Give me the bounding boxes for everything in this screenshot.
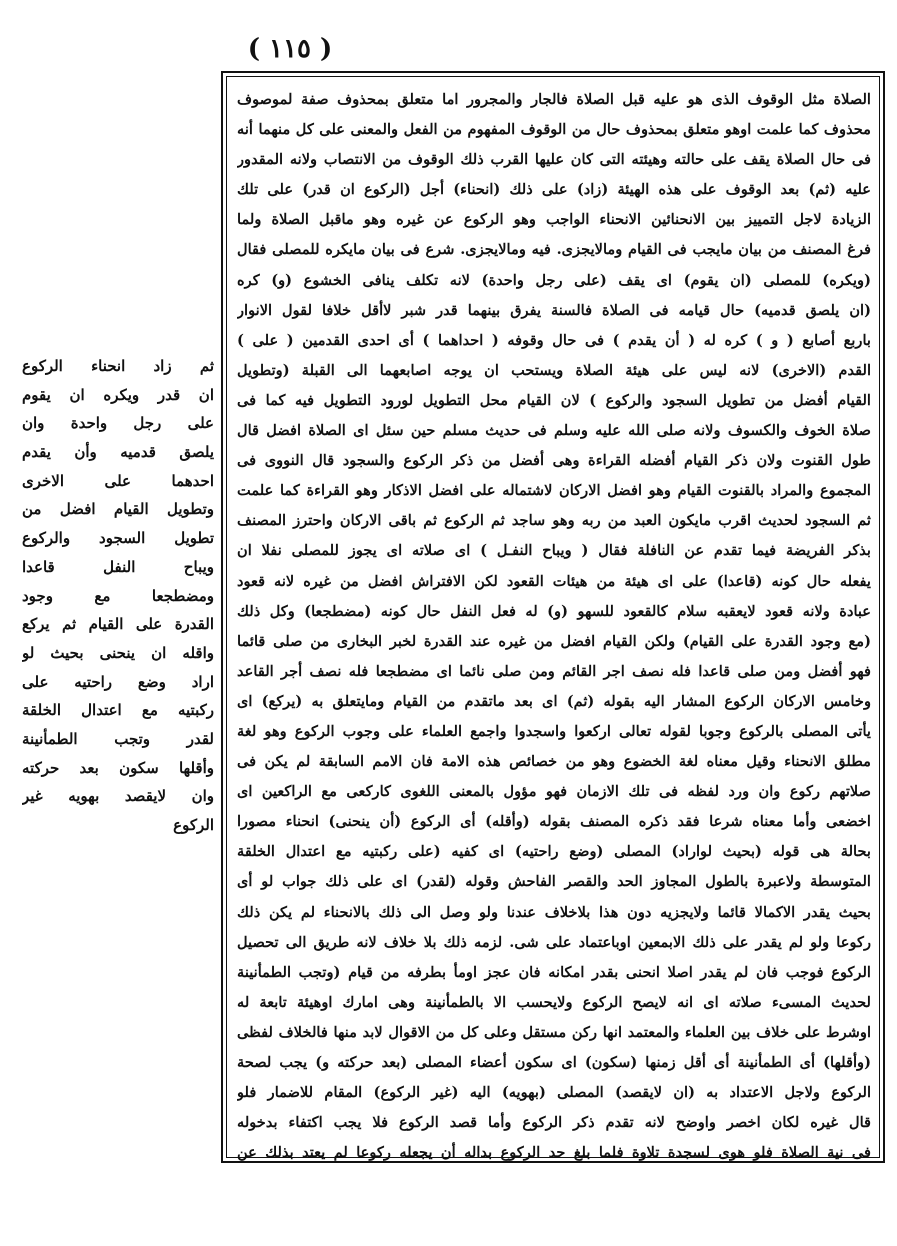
margin-note-line: احدهما على الاخرى bbox=[22, 471, 214, 490]
margin-note-line: وتطويل القيام افضل من bbox=[22, 500, 214, 519]
text-line: عبادة ولانه قعود لايعقبه سلام كالقعود للسهو (و) له فعل النفل حال كونه (مضطجعا) وكل ذلك bbox=[237, 602, 871, 620]
text-line: القدم (الاخرى) لانه ليس على هيئة الصلاة ويستحب ان يوجه اصابعهما الى القبلة (وتطويل bbox=[237, 361, 871, 379]
margin-note-line: ويباح النفل قاعدا bbox=[22, 557, 214, 576]
text-line: (وأقلها) أى الطمأنينة أى أقل زمنها (سكون) اى سكون أعضاء المصلى (بعد حركته و) يجب لصحة bbox=[237, 1054, 871, 1071]
margin-note-line: وان لايقصد بهويه غير bbox=[22, 787, 214, 806]
margin-note-line: ثم زاد انحناء الركوع bbox=[22, 357, 214, 375]
margin-note-line: ومضطجعا مع وجود bbox=[22, 586, 214, 605]
margin-note-line: واقله ان ينحنى بحيث لو bbox=[22, 643, 214, 662]
text-line: بحيث يقدر الاكمالا قائما ولايجزيه دون هذا بلاخلاف عندنا ولو وصل الى ذلك بالانحناء لم يكن ذلك bbox=[237, 903, 871, 921]
text-line: محذوف كما علمت اوهو متعلق بمحذوف حال من الوقوف المفهوم من الفعل والمعنى على كل منهما أنه bbox=[237, 121, 871, 139]
margin-note-line: ان قدر ويكره ان يقوم bbox=[22, 385, 214, 404]
text-line: بحالة هى قوله (بحيث لواراد) المصلى (وضع راحتيه) اى كفيه (على ركبتيه مع اعتدال الخلقة bbox=[237, 843, 871, 861]
text-line: لحديث المسىء صلاته اى انه لايصح الركوع ولايحسب الا بالطمأنينة وهى امارك اوهيئة تابعة له bbox=[237, 993, 871, 1011]
text-line: فرغ المصنف من بيان مايجب فى القيام ومالايجزى. فيه ومالايجزى. شرع فى بيان مايكره للمصلى فقال bbox=[237, 241, 871, 259]
text-line: يفعله حال كونه (قاعدا) على اى هيئة من هيئات القعود لكن الافتراش افضل من غيره لانه قعود bbox=[237, 572, 871, 590]
text-line: (ان يلصق قدميه) حال قيامه فى الصلاة فالسنة يفرق بينهما قدر شبر لاأقل خلافا لقول الانوار bbox=[237, 301, 871, 319]
text-line: فى نية الصلاة فلو هوى لسجدة تلاوة فلما بلغ حد الركوع بداله أن يجعله ركوعا لم يعتد بذلك عن bbox=[237, 1144, 871, 1162]
text-line: ثم السجود لحديث اقرب مايكون العبد من ربه وهو ساجد ثم الركوع ثم باقى الاركان واحترز المصنف bbox=[237, 512, 871, 530]
margin-note bbox=[22, 352, 214, 840]
margin-note-line: القدرة على القيام ثم يركع bbox=[22, 615, 214, 634]
margin-note-line: اراد وضع راحتيه على bbox=[22, 672, 214, 691]
text-line: صلاتهم ركوع وان ورد لفظه فى تلك الازمان فهو مؤول بالمعنى اللغوى كاركعى مع الراكعين اى bbox=[237, 783, 871, 801]
text-line: اخضعى وأما معناه شرعا فقد ذكره المصنف بقوله (وأقله) أى الركوع (أن ينحنى) انحناء مصورا bbox=[237, 813, 871, 831]
page-number: ( ١١٥ ) bbox=[247, 34, 333, 64]
text-line: مطلق الانحناء وقيل معناه لغة الخضوع وهو من خصائص هذه الامة فان الامم السابقة لم يكن فى bbox=[237, 753, 871, 771]
main-text-frame bbox=[221, 71, 885, 1163]
text-line: يأتى المصلى بالركوع وجوبا لقوله تعالى اركعوا واسجدوا واجمع العلماء على وجوب الركوع وهو لغة bbox=[237, 722, 871, 740]
text-line: اوشرط على خلاف بين العلماء والمعتمد انها ركن مستقل وعلى كل من الاقوال لابد منها فالخلاف لفظى bbox=[237, 1023, 871, 1041]
margin-note-line: لقدر وتجب الطمأنينة bbox=[22, 729, 214, 748]
text-line: فهو أفضل ومن صلى قاعدا فله نصف اجر القائم ومن صلى نائما اى مضطجعا فله نصف أجر القاعد bbox=[237, 662, 871, 680]
text-line: القيام أفضل من تطويل السجود والركوع ) لان القيام محل التطويل لورود التطويل فيه كما فى bbox=[237, 391, 871, 409]
text-line: وخامس الاركان الركوع المشار اليه بقوله (ثم) اى بعد ماتقدم من القيام ومايتعلق به (يركع) اى bbox=[237, 692, 871, 710]
text-line: عليه (ثم) بعد الوقوف على هذه الهيئة (زاد) على ذلك (انحناء) أجل (الركوع ان قدر) على تلك bbox=[237, 181, 871, 199]
text-line: (ويكره) للمصلى (ان يقوم) اى يقف (على رجل واحدة) لانه تكلف ينافى الخشوع (و) كره bbox=[237, 271, 871, 289]
text-line: الركوع ولاجل الاعتداد به (ان لايقصد) المصلى (بهويه) اليه (غير الركوع) المقام للاضمار فلو bbox=[237, 1084, 871, 1102]
text-line: فى حال الصلاة يقف على حالته وهيئته التى كان عليها القرب ذلك الوقوف من الانتصاب ولانه المقدور bbox=[237, 151, 871, 169]
main-text bbox=[237, 85, 871, 1168]
text-line: الركوع فوجب فان لم يقدر اصلا انحنى بقدر امكانه فان عجز اومأ بطرفه من قيام (وتجب الطمأنينة bbox=[237, 963, 871, 981]
text-line: طول القنوت ولان ذكر القيام أفضله القراءة وهى أفضل من ذكر الركوع والسجود قال النووى فى bbox=[237, 452, 871, 470]
margin-note-line: الركوع bbox=[173, 816, 214, 834]
text-line: بذكر الفريضة فيما تقدم عن النافلة فقال ( ويباح النفـل ) اى صلاته اى يجوز للمصلى نفلا ان bbox=[237, 542, 871, 560]
margin-note-line: يلصق قدميه وأن يقدم bbox=[22, 443, 214, 462]
text-line: (مع وجود القدرة على القيام) ولكن القيام افضل من غيره عند القدرة لخبر البخارى من صلى قائما bbox=[237, 632, 871, 650]
text-line: ركوعا ولو لم يقدر على ذلك الابمعين اوباعتماد على شى. لزمه ذلك بلا خلاف لانه طريق الى تحصيل bbox=[237, 933, 871, 951]
text-line: المجموع والمراد بالقنوت القيام وهو افضل الاركان لاشتماله على افضل الاذكار وهو القراءة كما علمت bbox=[237, 482, 871, 500]
margin-note-line: تطويل السجود والركوع bbox=[22, 529, 214, 548]
text-line: الزيادة لاجل التمييز بين الانحنائين الانحناء الواجب وهو الركوع عن غيره وهو ماقبل الصلاة ولما bbox=[237, 211, 871, 229]
text-line: الصلاة مثل الوقوف الذى هو عليه قبل الصلاة فالجار والمجرور اما متعلق بمحذوف صفة لموصوف bbox=[237, 91, 871, 108]
text-line: باربع أصابع ( و ) كره له ( أن يقدم ) فى حال وقوفه ( احداهما ) أى احدى القدمين ( على ) bbox=[237, 331, 871, 349]
margin-note-line: ركبتيه مع اعتدال الخلقة bbox=[22, 701, 214, 720]
margin-note-line: وأقلها سكون بعد حركته bbox=[22, 758, 214, 777]
text-line: المتوسطة ولاعبرة بالطول المجاوز الحد والقصر الفاحش وقوله (لقدر) اى على ذلك جواب لو أى bbox=[237, 873, 871, 891]
margin-note-line: على رجل واحدة وان bbox=[22, 414, 214, 433]
text-line: صلاة الخوف والكسوف ولانه صلى الله عليه وسلم فى حديث مسلم حين سئل اى الصلاة افضل قال bbox=[237, 422, 871, 440]
text-line: قال غيره لكان اخصر واوضح لانه تقدم ذكر الركوع وأما قصد الركوع فلا يجب اكتفاء بدخوله bbox=[237, 1114, 871, 1132]
